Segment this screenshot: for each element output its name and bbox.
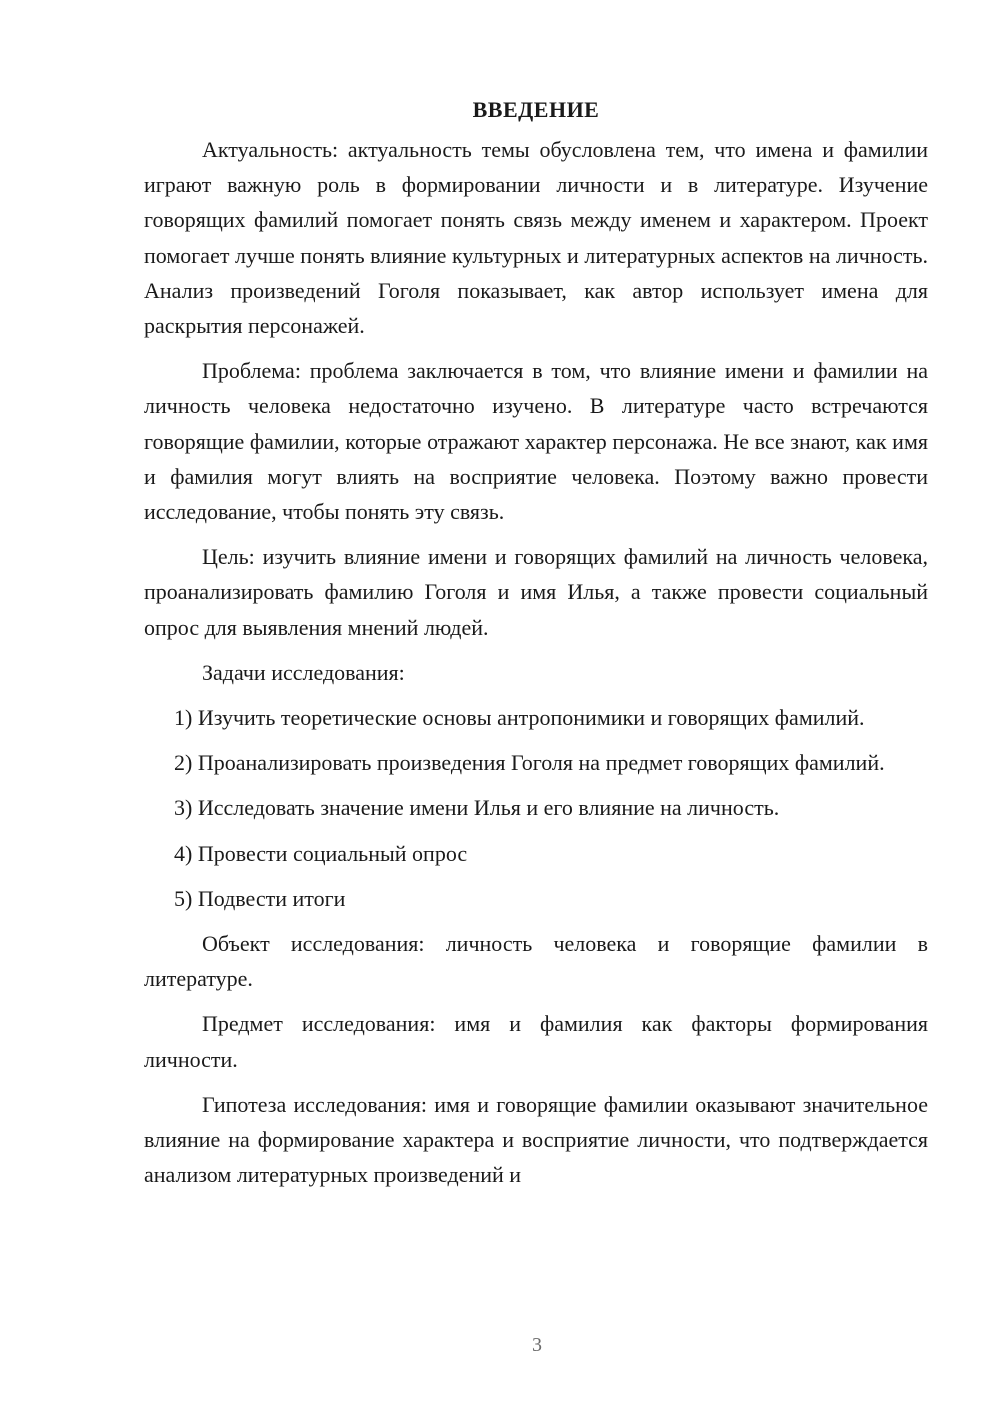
hypothesis-paragraph: Гипотеза исследования: имя и говорящие фамилии оказывают значительное влияние на формирование характера и восприятие личности, что подтверждается анализом литературных произведений и (144, 1091, 928, 1188)
task-item: 2) Проанализировать произведения Гоголя на предмет говорящих фамилий. (174, 750, 885, 776)
task-item: 4) Провести социальный опрос (174, 840, 468, 866)
page-content (144, 92, 928, 1202)
relevance-paragraph: Актуальность: актуальность темы обусловлена тем, что имена и фамилии играют важную роль в формировании личности и в литературе. Изучение говорящих фамилий помогает понять связь между именем и характером. Проект помогает лучше понять влияние культурных и литературных аспектов на личность. Анализ произведений Гоголя показывает, как автор использует имена для раскрытия персонажей. (144, 137, 928, 339)
goal-paragraph: Цель: изучить влияние имени и говорящих фамилий на личность человека, проанализировать фамилию Гоголя и имя Илья, а также провести социальный опрос для выявления мнений людей. (144, 544, 928, 640)
subject-paragraph: Предмет исследования: имя и фамилия как факторы формирования личности. (144, 1011, 928, 1072)
object-paragraph: Объект исследования: личность человека и говорящие фамилии в литературе. (144, 931, 928, 992)
task-item: 5) Подвести итоги (174, 885, 346, 911)
problem-paragraph: Проблема: проблема заключается в том, что влияние имени и фамилии на личность человека недостаточно изучено. В литературе часто встречаются говорящие фамилии, которые отражают характер персонажа. Не все знают, как имя и фамилия могут влиять на восприятие человека. Поэтому важно провести исследование, чтобы понять эту связь. (144, 358, 928, 525)
page-number: 3 (532, 1334, 542, 1356)
task-item: 1) Изучить теоретические основы антропонимики и говорящих фамилий. (174, 705, 865, 731)
tasks-heading: Задачи исследования: (202, 659, 405, 685)
task-item: 3) Исследовать значение имени Илья и его влияние на личность. (174, 795, 780, 821)
page-title: ВВЕДЕНИЕ (472, 97, 600, 122)
